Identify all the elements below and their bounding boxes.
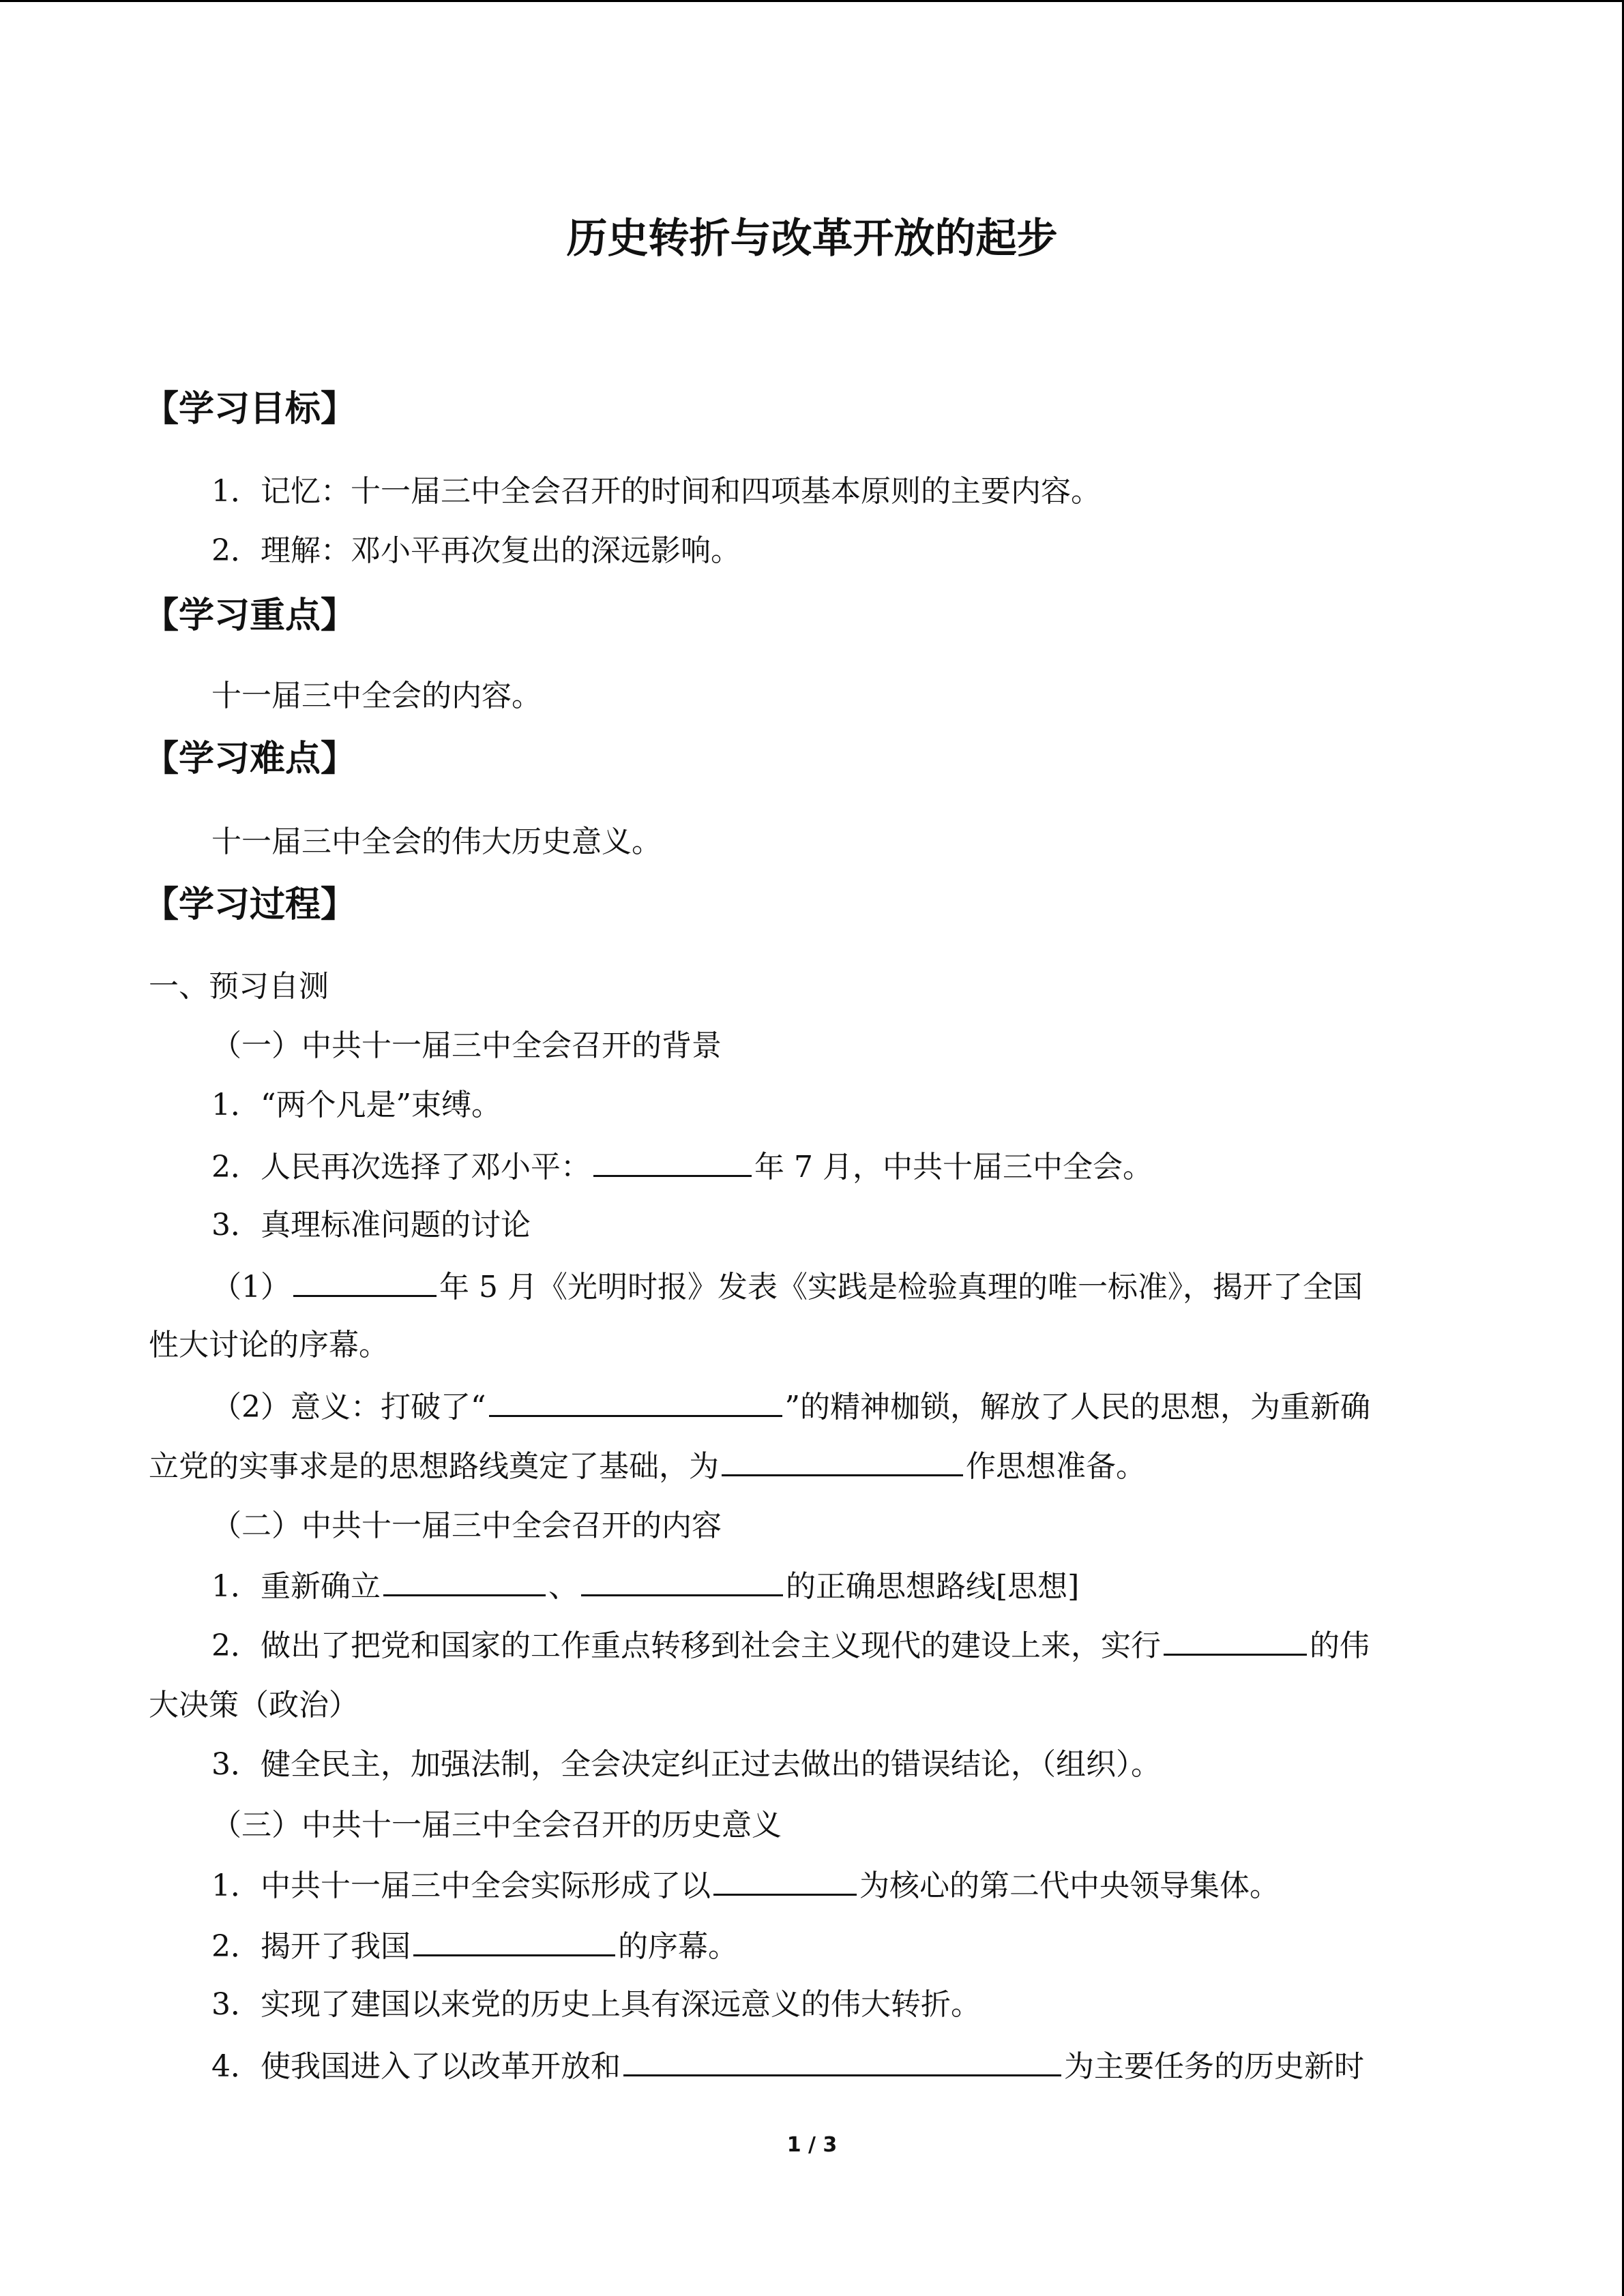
part1-sub-1 [211, 1265, 1363, 1309]
part1-heading: （一）中共十一届三中全会召开的背景 [211, 1028, 722, 1063]
part3-item-3: 3．实现了建国以来党的历史上具有深远意义的伟大转折。 [211, 1987, 981, 2022]
fill-blank[interactable] [413, 1924, 615, 1956]
part2-item-2-text-end: 的伟 [1310, 1628, 1370, 1663]
part3-heading: （三）中共十一届三中全会召开的历史意义 [211, 1808, 782, 1843]
difficulties-heading: 【学习难点】 [143, 739, 357, 779]
fill-blank[interactable] [713, 1864, 857, 1896]
objective-item-1: 1．记忆：十一届三中全会召开的时间和四项基本原则的主要内容。 [211, 474, 1101, 509]
fill-blank[interactable] [489, 1385, 782, 1417]
part1-item-2-text-end: 年 7 月，中共十届三中全会。 [754, 1150, 1153, 1184]
difficulties-text: 十一届三中全会的伟大历史意义。 [211, 824, 662, 859]
part1-sub-2 [211, 1385, 1370, 1429]
part1-sub-2-text: （2）意义：打破了“ [211, 1390, 486, 1425]
part1-sub-2-cont [149, 1444, 1146, 1488]
part2-item-1-sep: 、 [548, 1569, 578, 1604]
fill-blank[interactable] [293, 1265, 437, 1297]
preview-heading: 一、预习自测 [149, 969, 329, 1004]
fill-blank[interactable] [593, 1145, 752, 1177]
fill-blank[interactable] [581, 1564, 783, 1596]
part3-item-2-text: 2．揭开了我国 [211, 1929, 411, 1964]
part3-item-4-text-end: 为主要任务的历史新时 [1064, 2049, 1364, 2084]
part2-heading: （二）中共十一届三中全会召开的内容 [211, 1508, 722, 1543]
part2-item-2-text: 2．做出了把党和国家的工作重点转移到社会主义现代的建设上来，实行 [211, 1628, 1161, 1663]
part1-sub-2-cont-end: 作思想准备。 [966, 1449, 1146, 1484]
part1-sub-1-text-end: 年 5 月《光明时报》发表《实践是检验真理的唯一标准》，揭开了全国 [439, 1270, 1363, 1304]
objectives-heading: 【学习目标】 [143, 389, 357, 430]
part2-item-2-cont: 大决策（政治） [149, 1688, 359, 1723]
part2-item-3: 3．健全民主，加强法制，全会决定纠正过去做出的错误结论，（组织）。 [211, 1747, 1161, 1782]
part1-item-2-text: 2．人民再次选择了邓小平： [211, 1150, 591, 1184]
page-title: 历史转折与改革开放的起步 [566, 215, 1058, 263]
part3-item-1-text: 1．中共十一届三中全会实际形成了以 [211, 1868, 711, 1903]
part2-item-2 [211, 1624, 1370, 1667]
part3-item-2 [211, 1924, 738, 1968]
part2-item-1-text: 1．重新确立 [211, 1569, 381, 1604]
key-points-heading: 【学习重点】 [143, 595, 357, 636]
fill-blank[interactable] [623, 2044, 1061, 2076]
page-number: 1 / 3 [786, 2133, 838, 2157]
part1-sub-1-cont: 性大讨论的序幕。 [149, 1328, 389, 1362]
fill-blank[interactable] [722, 1444, 963, 1476]
part1-item-2 [211, 1145, 1153, 1189]
fill-blank[interactable] [383, 1564, 546, 1596]
part1-item-1: 1．“两个凡是”束缚。 [211, 1088, 501, 1122]
part1-sub-2-cont-text: 立党的实事求是的思想路线奠定了基础，为 [149, 1449, 719, 1484]
part3-item-1 [211, 1864, 1280, 1907]
key-points-text: 十一届三中全会的内容。 [211, 679, 542, 713]
part2-item-1 [211, 1564, 1079, 1608]
part3-item-2-text-end: 的序幕。 [618, 1929, 738, 1964]
part1-sub-2-text-end: ”的精神枷锁，解放了人民的思想，为重新确 [784, 1390, 1370, 1425]
objective-item-2: 2．理解：邓小平再次复出的深远影响。 [211, 533, 741, 568]
part1-sub-1-text: （1） [211, 1270, 291, 1304]
part1-item-3: 3．真理标准问题的讨论 [211, 1208, 531, 1242]
part3-item-1-text-end: 为核心的第二代中央领导集体。 [859, 1868, 1280, 1903]
part3-item-4 [211, 2044, 1364, 2088]
part3-item-4-text: 4．使我国进入了以改革开放和 [211, 2049, 621, 2084]
part2-item-1-text-end: 的正确思想路线[思想] [786, 1569, 1080, 1604]
fill-blank[interactable] [1164, 1624, 1307, 1656]
process-heading: 【学习过程】 [143, 884, 357, 925]
